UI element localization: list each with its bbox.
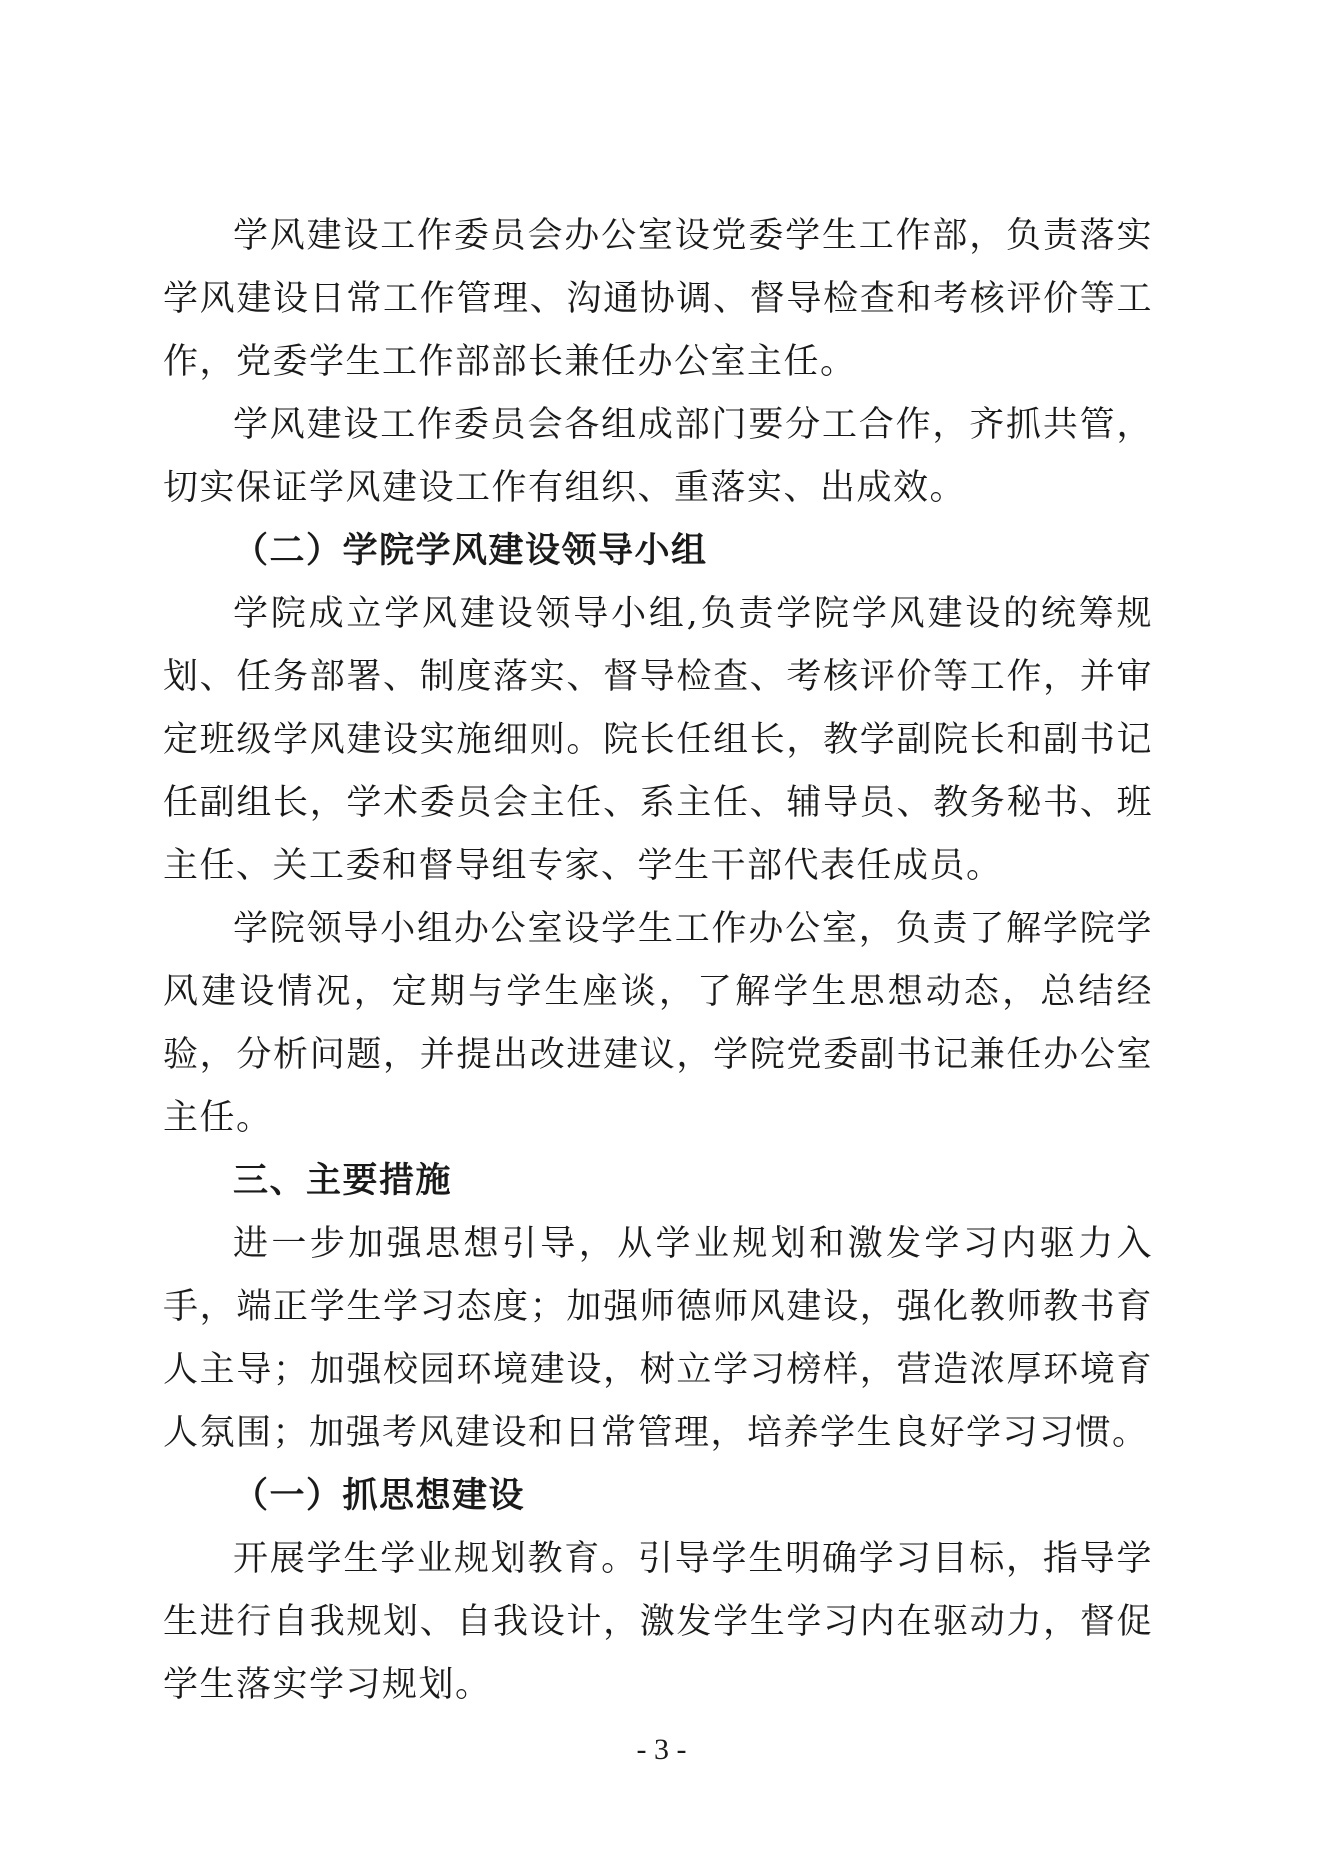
paragraph-college-office: 学院领导小组办公室设学生工作办公室，负责了解学院学风建设情况，定期与学生座谈，了解学生思想动态，总结经验，分析问题，并提出改进建议，学院党委副书记兼任办公室主任。	[163, 909, 1153, 1138]
paragraph-college-leading-group: 学院成立学风建设领导小组,负责学院学风建设的统筹规划、任务部署、制度落实、督导检查、考核评价等工作，并审定班级学风建设实施细则。院长任组长，教学副院长和副书记任副组长，学术委员会主任、系主任、辅导员、教务秘书、班主任、关工委和督导组专家、学生干部代表任成员。	[163, 594, 1153, 886]
page-number: - 3 -	[636, 1733, 687, 1766]
section-heading-main-measures: 三、主要措施	[233, 1161, 453, 1201]
section-heading-college-leading-group: （二）学院学风建设领导小组	[233, 531, 708, 571]
paragraph-office-setup: 学风建设工作委员会办公室设党委学生工作部，负责落实学风建设日常工作管理、沟通协调、督导检查和考核评价等工作，党委学生工作部部长兼任办公室主任。	[163, 216, 1153, 382]
section-heading-ideological-building: （一）抓思想建设	[233, 1476, 526, 1516]
paragraph-department-cooperation: 学风建设工作委员会各组成部门要分工合作，齐抓共管，切实保证学风建设工作有组织、重落实、出成效。	[163, 405, 1153, 508]
paragraph-main-measures: 进一步加强思想引导，从学业规划和激发学习内驱力入手，端正学生学习态度；加强师德师风建设，强化教师教书育人主导；加强校园环境建设，树立学习榜样，营造浓厚环境育人氛围；加强考风建设和日常管理，培养学生良好学习习惯。	[163, 1224, 1153, 1453]
document-body	[163, 205, 1153, 1717]
paragraph-academic-planning: 开展学生学业规划教育。引导学生明确学习目标，指导学生进行自我规划、自我设计，激发学生学习内在驱动力，督促学生落实学习规划。	[163, 1539, 1153, 1705]
